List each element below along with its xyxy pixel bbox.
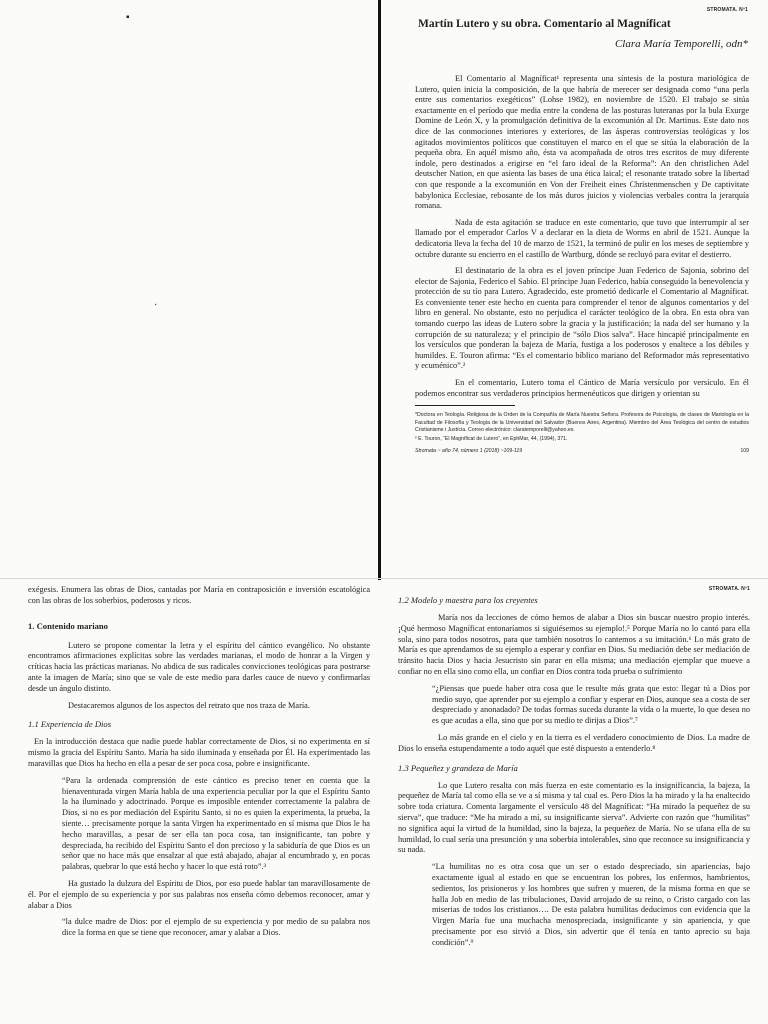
journal-citation: Stromata ~ año 74, número 1 (2018) ~109-119 <box>415 447 523 454</box>
block-quote: “¿Piensas que puede haber otra cosa que le resulte más grata que esto: llegar tú a Dios por medio suyo, que aprender por su ejemplo a confiar y esperar en Dios, aunque sea a costa de ser despreciado y anonadado? De todas formas suceda durante la vida o la muerte, lo que desea no es que acudas a ella, sino que por su medio te dirijas a Dios”.⁷ <box>432 683 750 726</box>
right-column <box>398 585 750 955</box>
journal-page-next <box>0 580 768 1024</box>
paragraph: María nos da lecciones de cómo hemos de alabar a Dios sin buscar nuestro propio interés. ¡Qué hermoso Magníficat entonaríamos si siguiésemos su ejemplo!.⁵ Porque María no lo cantó para ella sola, sino para todos nosotros, para que también nosotros lo cantemos a su imitación.⁶ Lo más grato de María es que aprendamos de su ejemplo a esperar y confiar en Dios. Su mediación debe ser mediación de tránsito hacia Dios y hacia Jesucristo sin parar en ella misma; una mediación ejemplar que mueve a confiar no en ella sino como ella, un confiar en Dios contra toda prueba o sufrimiento <box>398 613 750 676</box>
article-author: Clara María Temporelli, odn* <box>614 38 748 50</box>
footnote: ² E. Touron, “El Magníficat de Lutero”, en EphMar, 44, (1994), 371. <box>415 436 568 443</box>
scan-speck: ▪ <box>126 12 130 23</box>
running-header: STROMATA. Nº1 <box>708 586 750 592</box>
page-footer <box>415 448 749 454</box>
block-quote: “La humilitas no es otra cosa que un ser o estado despreciado, sin apariencias, bajo exactamente igual al estado en que se encuentran los pobres, los enfermos, hambrientos, sedientos, los prisioneros y los hombres que sufren y mueren, de la misma forma en que se halla Job en medio de las tribulaciones, David arrojado de su reino, o Cristo cargado con las miserias de todos los cristianos…. De esta palabra humilitas deducimos con evidencia que la Virgen María fue una muchacha menospreciada, insignificante y sin apariencia, y que precisamente por eso sirvió a Dios, sin advertir que él tenía en tanto aprecio su baja condición”.⁹ <box>432 862 750 947</box>
left-column <box>28 585 370 945</box>
section-heading: 1. Contenido mariano <box>28 620 108 631</box>
paragraph: Lo más grande en el cielo y en la tierra es el verdadero conocimiento de Dios. La madre de Dios lo enseña estupendamente a todo aquél que esté dispuesto a entenderlo.⁸ <box>398 732 750 753</box>
paragraph: El Comentario al Magníficat¹ representa una síntesis de la postura mariológica de Lutero, quien inicia la composición, de la que habría de merecer ser designada como “una perla entre sus comentarios exegéticos” (Lohse 1982), en noviembre de 1520. El trabajo se sitúa exactamente en el período que media entre la condena de las posturas luteranas por la bula Exurge Domine de León X, y la promulgación definitiva de la excomunión al Dr. Martinus. Este dato nos dice de las conmociones interiores y exteriores, de las ásperas controversias teológicas y los agitados movimientos políticos que constituyen el marco en el que se sitúa la elaboración de la pequeña obra. En aquél mismo año, ésta va acompañada de otros tres escritos de muy diferente índole, pero destinados a erigirse en “el faro ideal de la Reforma”: An den christlichen Adel deutscher Nation, en que asienta las bases de una ética laical; el resonante tratado sobre la libertad con que responde a la excomunión en Von der Freiheit eines Christenmenschen y De captivitate babylonica Ecclesiae, rebosante de los más duros juicios y violencias verbales contra la jerarquía romana. <box>415 74 749 211</box>
paragraph: En el comentario, Lutero toma el Cántico de María versículo por versículo. En él podemos encontrar sus verdaderos principios hermenéuticos que dirigen y orientan su <box>415 378 749 398</box>
block-quote: “Para la ordenada comprensión de este cántico es preciso tener en cuenta que la bienaventurada virgen María habla de una experiencia peculiar por la que el Espíritu Santo la ha iluminado y adoctrinado. Porque es imposible entender correctamente la palabra de Dios, si no es por mediación del Espíritu Santo, si no es quien la experimenta, la prueba, la siente… precisamente porque la santa Virgen ha experimentado en sí misma que Dios le ha hecho maravillas, a pesar de ser ella tan poca cosa, tan insignificante, tan pobre y despreciada, ha recibido del Espíritu Santo el don precioso y la sabiduría de que Dios es un señor que no hace más que ensalzar al que está abajado, abajar al encumbrado y, en pocas palabras, quebrar lo que está hecho y hacer lo que está roto”.³ <box>62 775 370 872</box>
paragraph: Lutero se propone comentar la letra y el espíritu del cántico evangélico. No obstante encontramos afirmaciones explícitas sobre las verdades marianas, el modo de honrar a la Virgen y críticas hacia las prácticas marianas. No abdica de sus radicales convicciones teológicas para postrarse ante la imagen de María; sino que se vale de este medio para darles cauce de nuevo y confirmarlas desde un ángulo distinto. <box>28 640 370 693</box>
footnote-rule <box>415 405 515 406</box>
paragraph: Nada de esta agitación se traduce en este comentario, que tuvo que interrumpir al ser llamado por el emperador Carlos V a declarar en la dieta de Worms en abril de 1521. Aunque la dedicatoria lleva la fecha del 10 de marzo de 1521, la terminó de pulir en los meses de septiembre y octubre durante su encierro en el castillo de Wartburg, dónde se recluyó para evitar el destierro. <box>415 217 749 259</box>
journal-page-109 <box>384 0 756 578</box>
subsection-heading: 1.1 Experiencia de Dios <box>28 719 112 730</box>
paragraph: El destinatario de la obra es el joven príncipe Juan Federico de Sajonia, sobrino del elector de Sajonia, Federico el Sabio. El príncipe Juan Federico, había conseguido la benevolencia y protección de su tío para Lutero. Agradecido, este prometió dedicarle el Comentario al Magníficat. Es conveniente tener este hecho en cuenta para comprender el tenor de algunos comentarios y del libro en general. No obstante, esto no perjudica el carácter teológico de la obra. En esta obra van tomando cuerpo las ideas de Lutero sobre la gracia y la justificación; la nada del ser humano y la corrupción de su naturaleza; y el principio de “sólo Dios salva”. Hace hincapié principalmente en los versículos que ponderan la bajeza de María, fustiga a los poderosos y enaltece a los débiles y humildes. E. Touron afirma: “Es el comentario bíblico mariano del Reformador más representativo y ecuménico”.² <box>415 266 749 371</box>
paragraph: Lo que Lutero resalta con más fuerza en este comentario es la insignificancia, la bajeza, la pequeñez de María tal como ella se ve a sí misma y tal cual es. Pero Dios la ha mirado y la ha enaltecido sobre toda criatura. Comenta largamente el versículo 48 del Magníficat: “Ha mirado la pequeñez de su sierva”, que traduce: “Me ha mirado a mí, su insignificante sierva”. Advierte con razón que “humilitas” no significa aquí la virtud de la humildad, sino la bajeza, la pequeñez de María. No se ufana ella de su humildad, lo cual sería una presunción y una soberbia intolerables, sino que reconoce su insignificancia y su nada. <box>398 780 750 855</box>
subsection-heading: 1.3 Pequeñez y grandeza de María <box>398 762 518 773</box>
scan-speck: · <box>154 300 158 311</box>
page-gutter-shadow <box>378 0 381 580</box>
paragraph: En la introducción destaca que nadie puede hablar correctamente de Dios, si no experimenta en sí mismo la gracia del Espíritu Santo. María ha sido iluminada y enseñada por Él. Ha experimentado las maravillas que Dios ha hecho en ella a pesar de ser poca cosa, pobre e insignificante. <box>28 737 370 768</box>
paragraph: Ha gustado la dulzura del Espíritu de Dios, por eso puede hablar tan maravillosamente de él. Por el ejemplo de su experiencia y por sus palabras nos enseña cómo debemos reconocer, amar y alabar a Dios <box>28 878 370 910</box>
block-quote: “la dulce madre de Dios: por el ejemplo de su experiencia y por medio de su palabra nos dice la forma en que se tiene que reconocer, amar y alabar a Dios. <box>62 917 370 938</box>
running-header: STROMATA. Nº1 <box>706 7 748 13</box>
page-number: 109 <box>740 447 749 454</box>
article-title: Martín Lutero y su obra. Comentario al Magníficat <box>418 18 671 30</box>
footnote: *Doctora en Teología. Religiosa de la Orden de la Compañía de María Nuestra Señora. Profesora de Psicología, de clases de Mariología en la Facultad de Filosofía y Teología de la Universidad del Salvador (Buenos Aires, Argentina). Miembro del Área Teológica del centro de estudios Cristianisme i Justícia. Correo electrónico: claratemporelli@yahoo.es. <box>415 412 749 434</box>
subsection-heading: 1.2 Modelo y maestra para los creyentes <box>398 595 538 605</box>
page-divider <box>0 578 768 579</box>
body-column <box>415 74 749 454</box>
paragraph: exégesis. Enumera las obras de Dios, cantadas por María en contraposición e inversión escatológica con las obras de los soberbios, poderosos y ricos. <box>28 585 370 605</box>
paragraph: Destacaremos algunos de los aspectos del retrato que nos traza de María. <box>68 700 310 710</box>
